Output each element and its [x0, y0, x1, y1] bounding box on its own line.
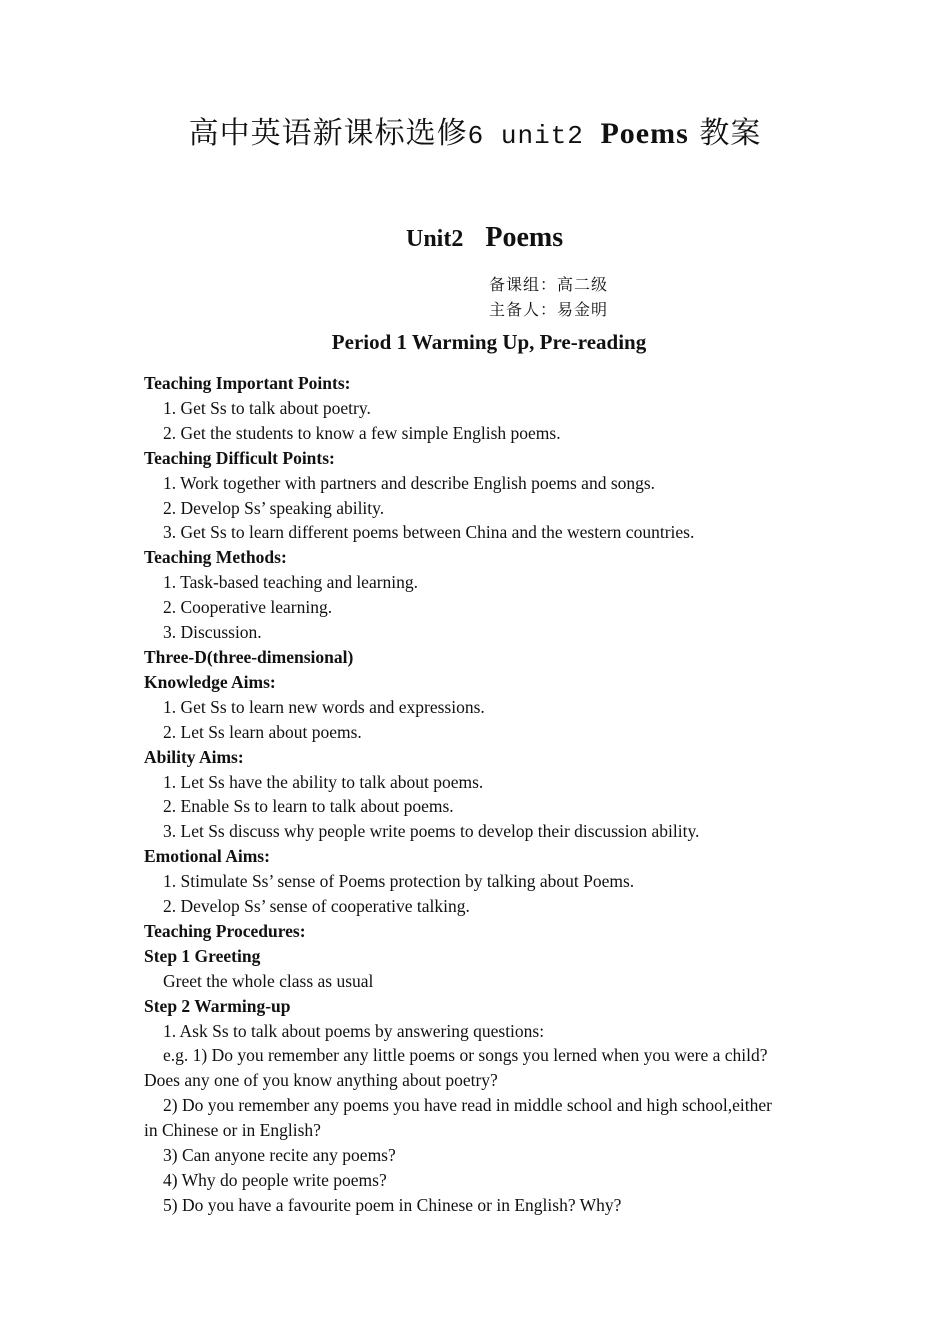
title-bold-part: Poems [600, 117, 689, 150]
list-item: 1. Get Ss to learn new words and expressions. [163, 696, 485, 717]
document-title [0, 108, 950, 152]
list-item: 2. Enable Ss to learn to talk about poems. [163, 796, 454, 817]
section-heading-emotional: Emotional Aims: [144, 846, 270, 867]
step2-heading: Step 2 Warming-up [144, 995, 291, 1016]
question-continuation: Does any one of you know anything about poetry? [144, 1070, 498, 1091]
unit-topic: Poems [485, 222, 564, 253]
section-heading-methods: Teaching Methods: [144, 547, 287, 568]
list-item: 1. Get Ss to talk about poetry. [163, 397, 371, 418]
question-item: 4) Why do people write poems? [163, 1170, 387, 1190]
question-continuation: in Chinese or in English? [144, 1120, 321, 1141]
list-item: 2. Let Ss learn about poems. [163, 721, 362, 742]
document-body [144, 371, 844, 1218]
list-item: 1. Ask Ss to talk about poems by answering questions: [163, 1020, 545, 1041]
question-item: 2) Do you remember any poems you have read in middle school and high school,either [163, 1095, 772, 1116]
step1-heading: Step 1 Greeting [144, 945, 261, 966]
list-item: 2. Develop Ss’ sense of cooperative talking. [163, 896, 470, 917]
list-item: 2. Get the students to know a few simple English poems. [163, 422, 561, 443]
title-unit-part: 6 unit2 [467, 121, 601, 151]
section-heading-ability: Ability Aims: [144, 746, 244, 767]
title-cjk-prefix: 高中英语新课标选修 [188, 116, 468, 151]
list-item: 3. Get Ss to learn different poems between China and the western countries. [163, 522, 695, 543]
question-item: 3) Can anyone recite any poems? [163, 1145, 396, 1166]
step1-text: Greet the whole class as usual [163, 970, 374, 991]
list-item: 1. Task-based teaching and learning. [163, 572, 419, 593]
section-heading-procedures: Teaching Procedures: [144, 920, 306, 941]
section-heading-knowledge: Knowledge Aims: [144, 671, 276, 692]
section-heading-important: Teaching Important Points: [144, 373, 351, 393]
question-item: e.g. 1) Do you remember any little poems or songs you lerned when you were a child? [163, 1045, 768, 1066]
preparer: 主备人：易金明 [489, 300, 609, 319]
list-item: 1. Let Ss have the ability to talk about poems. [163, 771, 484, 792]
unit-heading [406, 222, 563, 254]
list-item: 1. Work together with partners and describe English poems and songs. [163, 472, 656, 493]
list-item: 2. Develop Ss’ speaking ability. [163, 497, 385, 518]
list-item: 3. Discussion. [163, 622, 262, 643]
list-item: 3. Let Ss discuss why people write poems to develop their discussion ability. [163, 821, 700, 842]
period-title: Period 1 Warming Up, Pre-reading [331, 330, 647, 354]
question-item: 5) Do you have a favourite poem in Chinese or in English? Why? [163, 1194, 622, 1215]
unit-label: Unit2 [406, 226, 464, 252]
section-heading-difficult: Teaching Difficult Points: [144, 447, 335, 468]
section-heading-three-d: Three-D(three-dimensional) [144, 646, 354, 667]
prep-group: 备课组：高二级 [489, 275, 609, 294]
list-item: 2. Cooperative learning. [163, 597, 333, 618]
list-item: 1. Stimulate Ss’ sense of Poems protection by talking about Poems. [163, 871, 635, 892]
title-cjk-suffix: 教案 [688, 116, 762, 151]
